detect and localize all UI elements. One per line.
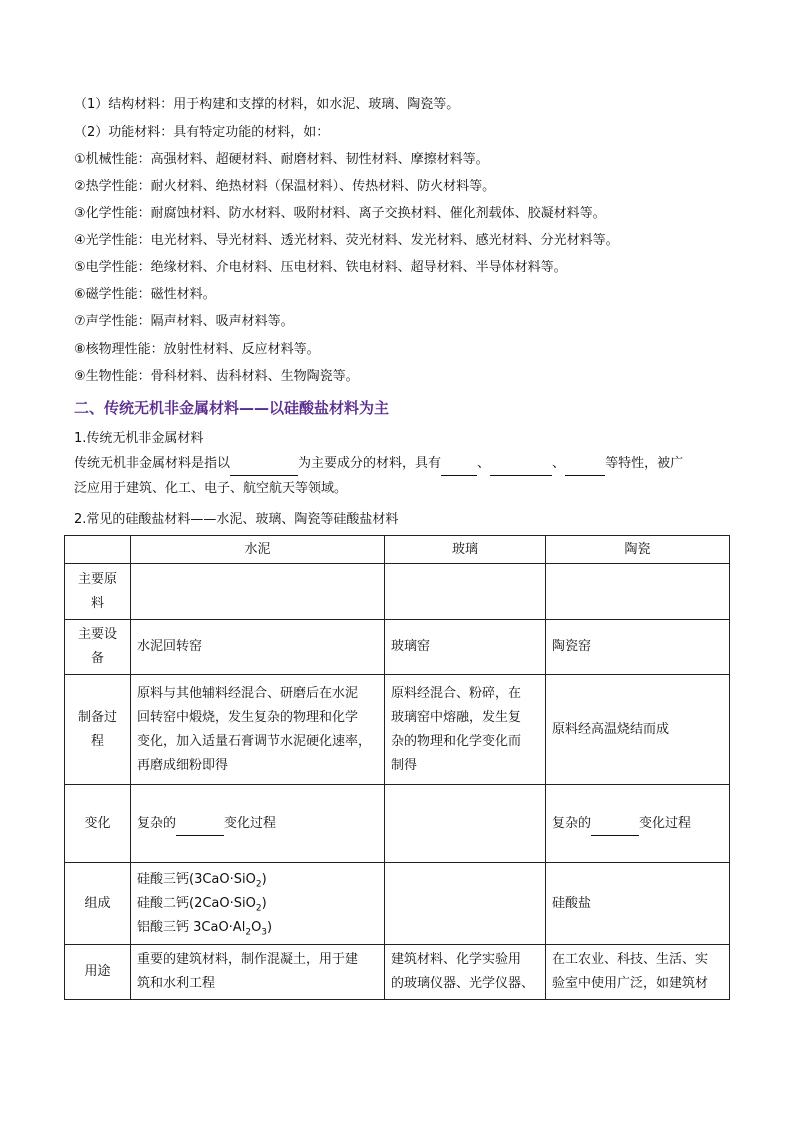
table-row-raw-materials	[65, 564, 730, 620]
text-line-magnetic: ⑥磁学性能：磁性材料。	[74, 287, 216, 302]
table-row-equipment	[65, 620, 730, 675]
cell-change-cement: 复杂的 变化过程	[131, 785, 385, 863]
comp-line-1: 硅酸三钙(3CaO·SiO$_2$)	[137, 871, 267, 890]
text-line-optical: ④光学性能：电光材料、导光材料、透光材料、荧光材料、发光材料、感光材料、分光材料等。	[74, 233, 619, 248]
cell-use-cement: 重要的建筑材料，制作混凝土，用于建 筑和水利工程	[131, 945, 385, 1000]
cell-equip-ceramic: 陶瓷窑	[546, 620, 730, 675]
cell-change-glass[interactable]	[385, 785, 546, 863]
cell-process-glass: 原料经混合、粉碎，在 玻璃窑中熔融，发生复 杂的物理和化学变化而 制得	[385, 675, 546, 785]
cell-raw-ceramic[interactable]	[546, 564, 730, 620]
cell-process-ceramic: 原料经高温烧结而成	[546, 675, 730, 785]
text-line-acoustic: ⑦声学性能：隔声材料、吸声材料等。	[74, 314, 294, 329]
para-text-c: 、	[477, 456, 491, 471]
para-text-b: 为主要成分的材料，具有	[298, 456, 442, 471]
subsection-title-1: 1.传统无机非金属材料	[74, 431, 204, 446]
cell-process-cement: 原料与其他辅料经混合、研磨后在水泥 回转窑中煅烧，发生复杂的物理和化学 变化，加入适量石膏调节水泥硬化速率， 再磨成细粉即得	[131, 675, 385, 785]
para-text-e: 等特性，被广	[605, 456, 684, 471]
text-line-biological: ⑨生物性能：骨科材料、齿科材料、生物陶瓷等。	[74, 369, 359, 384]
cell-comp-cement	[131, 863, 385, 945]
row-label-change: 变化	[65, 785, 131, 863]
para-text-f: 泛应用于建筑、化工、电子、航空航天等领域。	[74, 481, 348, 496]
text-line-chemical: ③化学性能：耐腐蚀材料、防水材料、吸附材料、离子交换材料、催化剂载体、胶凝材料等。	[74, 206, 606, 221]
fill-blank-ceramic-change[interactable]	[591, 821, 639, 836]
text-line-nuclear: ⑧核物理性能：放射性材料、反应材料等。	[74, 342, 320, 357]
header-cell-empty	[65, 536, 131, 564]
table-header-row	[65, 536, 730, 564]
cell-equip-glass: 玻璃窑	[385, 620, 546, 675]
cell-change-ceramic: 复杂的 变化过程	[546, 785, 730, 863]
fill-blank-4[interactable]	[565, 461, 605, 476]
text-line-structural: （1）结构材料：用于构建和支撑的材料，如水泥、玻璃、陶瓷等。	[74, 97, 460, 112]
text-line-functional: （2）功能材料：具有特定功能的材料，如：	[74, 125, 330, 140]
cell-comp-glass[interactable]	[385, 863, 546, 945]
cell-comp-ceramic: 硅酸盐	[546, 863, 730, 945]
silicate-materials-table	[64, 535, 730, 1000]
paragraph-traditional	[74, 451, 734, 501]
table-row-composition	[65, 863, 730, 945]
para-text-a: 传统无机非金属材料是指以	[74, 456, 231, 471]
text-line-thermal: ②热学性能：耐火材料、绝热材料（保温材料）、传热材料、防火材料等。	[74, 179, 496, 194]
comp-line-3: 铝酸三钙 $3CaO\cdot Al_2O_3$)	[137, 919, 273, 938]
header-ceramic: 陶瓷	[546, 536, 730, 564]
row-label-equipment: 主要设 备	[65, 620, 131, 675]
text-line-mechanical: ①机械性能：高强材料、超硬材料、耐磨材料、韧性材料、摩擦材料等。	[74, 152, 489, 167]
table-row-change	[65, 785, 730, 863]
table-row-usage	[65, 945, 730, 1000]
row-label-usage: 用途	[65, 945, 131, 1000]
fill-blank-2[interactable]	[441, 461, 477, 476]
row-label-raw: 主要原 料	[65, 564, 131, 620]
cell-equip-cement: 水泥回转窑	[131, 620, 385, 675]
text-line-electrical: ⑤电学性能：绝缘材料、介电材料、压电材料、铁电材料、超导材料、半导体材料等。	[74, 260, 567, 275]
subsection-title-2: 2.常见的硅酸盐材料——水泥、玻璃、陶瓷等硅酸盐材料	[74, 512, 399, 527]
header-cement: 水泥	[131, 536, 385, 564]
header-glass: 玻璃	[385, 536, 546, 564]
cell-raw-glass[interactable]	[385, 564, 546, 620]
cell-raw-cement[interactable]	[131, 564, 385, 620]
table-row-process	[65, 675, 730, 785]
row-label-process: 制备过 程	[65, 675, 131, 785]
fill-blank-cement-change[interactable]	[176, 821, 224, 836]
cell-use-glass: 建筑材料、化学实验用 的玻璃仪器、光学仪器、	[385, 945, 546, 1000]
section-title: 二、传统无机非金属材料——以硅酸盐材料为主	[74, 399, 390, 417]
row-label-composition: 组成	[65, 863, 131, 945]
cell-use-ceramic: 在工农业、科技、生活、实 验室中使用广泛，如建筑材	[546, 945, 730, 1000]
fill-blank-3[interactable]	[490, 461, 552, 476]
comp-line-2: 硅酸二钙(2CaO·SiO$_2$)	[137, 895, 267, 914]
fill-blank-1[interactable]	[230, 461, 298, 476]
para-text-d: 、	[552, 456, 566, 471]
